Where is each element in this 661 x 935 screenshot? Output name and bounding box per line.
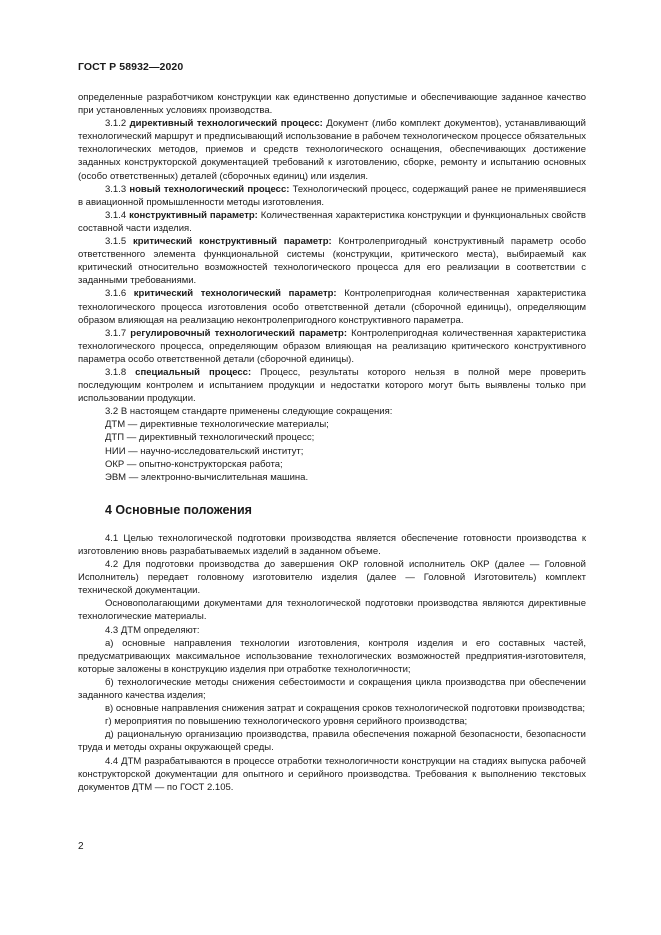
- term: новый технологический процесс:: [129, 183, 290, 195]
- definition-text: Документ (либо комплект документов), устанавливающий технологический маршрут и предписывающий использование в рабочем технологическом процессе обязательных технологических методов, приемов и средств технологического оснащения, обеспечивающих достижение заданных конструкторской документацией требований к изготовлению, сборке, ремонту и испытанию основных (особо ответственных) деталей (сборочных единиц) или изделия.: [78, 118, 586, 182]
- definition-text: Контролепригодная количественная характеристика технологического процесса, определяющим образом влияющая на реализацию критического конструктивного параметра особо ответственной детали (сборочной единицы).: [78, 327, 586, 365]
- section-heading: 4 Основные положения: [105, 502, 252, 517]
- term: регулировочный технологический параметр:: [130, 327, 348, 339]
- definition-3-1-8: [78, 366, 586, 405]
- document-header: ГОСТ Р 58932—2020: [78, 61, 184, 73]
- term: конструктивный параметр:: [129, 209, 258, 221]
- abbreviation-item: ДТП — директивный технологический процесс;: [105, 432, 315, 444]
- clause-number: 3.1.8: [105, 366, 136, 378]
- clause-4-4: 4.4 ДТМ разрабатываются в процессе отработки технологичности конструкции на стадиях выпуска рабочей конструкторской документации для опытного и серийного производства. Требования к выполнению текстовых документов ДТМ — по ГОСТ 2.105.: [78, 755, 586, 793]
- definition-3-1-2: [78, 117, 586, 182]
- definition-3-1-5: [78, 235, 586, 287]
- page-number: 2: [78, 841, 84, 852]
- clause-number: 3.1.5: [105, 236, 133, 248]
- definition-text: Контролепригодный конструктивный параметр особо ответственного элемента функциональной системы (конструкции, критического места), выбираемый как критический относительно возможностей технологического процесса для его реализации в соответствии с заданными требованиями.: [78, 236, 587, 287]
- clause-4-2: 4.2 Для подготовки производства до завершения ОКР головной исполнитель ОКР (далее — Головной Исполнитель) передает головному изготовителю изделия (далее — Головной Изготовитель) комплект технической документации.: [78, 559, 586, 597]
- abbreviation-item: ДТМ — директивные технологические материалы;: [105, 419, 329, 431]
- definition-text: Количественная характеристика конструкции и функциональных свойств составной части изделия.: [78, 209, 586, 234]
- list-item-a: а) основные направления технологии изготовления, контроля изделия и его составных частей, предусматривающих максимальное использование технологических возможностей предприятия-изготовителя, которые заложены в конструкцию изделия при отработке технологичности;: [78, 637, 586, 675]
- list-item-d: д) рациональную организацию производства, правила обеспечения пожарной безопасности, безопасности труда и методы охраны окружающей среды.: [78, 729, 586, 754]
- term: директивный технологический процесс:: [129, 118, 323, 130]
- list-item-b: б) технологические методы снижения себестоимости и сокращения цикла производства при обеспечении заданного качества изделия;: [78, 676, 586, 702]
- document-body: [78, 91, 586, 794]
- clause-number: 3.1.4: [105, 209, 130, 221]
- abbreviation-item: НИИ — научно-исследовательский институт;: [105, 445, 304, 457]
- definition-3-1-3: [78, 183, 586, 209]
- clause-number: 3.1.6: [105, 288, 134, 300]
- term: критический конструктивный параметр:: [132, 236, 332, 248]
- definition-3-1-4: [78, 209, 586, 235]
- clause-number: 3.1.7: [105, 327, 131, 339]
- definition-text: Контролепригодная количественная характеристика технологического процесса изготовления особо ответственной детали (сборочной единицы), определяющим образом влияющая на реализацию неконтролепригодного конструктивного параметра.: [78, 288, 586, 326]
- clause-3-2: 3.2 В настоящем стандарте применены следующие сокращения:: [105, 406, 393, 418]
- clause-4-2-continued: Основополагающими документами для технологической подготовки производства являются директивные технологические материалы.: [78, 598, 586, 623]
- abbreviation-item: ЭВМ — электронно-вычислительная машина.: [105, 471, 309, 483]
- term: специальный процесс:: [135, 366, 252, 378]
- definition-3-1-6: [78, 287, 586, 326]
- list-item-v: в) основные направления снижения затрат и сокращения сроков технологической подготовки производства;: [105, 703, 586, 715]
- definition-text: Процесс, результаты которого нельзя в полной мере проверить последующим контролем и испытанием продукции и недостатки которого могут быть выявлены только при использовании продукции.: [78, 366, 586, 405]
- clause-number: 3.1.2: [105, 118, 130, 130]
- term: критический технологический параметр:: [133, 288, 337, 300]
- clause-4-3: 4.3 ДТМ определяют:: [105, 624, 200, 636]
- paragraph-continued: определенные разработчиком конструкции как единственно допустимые и обеспечивающие заданное качество при установленных условиях производства.: [78, 92, 586, 117]
- definition-text: Технологический процесс, содержащий ранее не применявшиеся в авиационной промышленности методы изготовления.: [78, 183, 586, 208]
- clause-number: 3.1.3: [105, 183, 130, 195]
- abbreviation-item: ОКР — опытно-конструкторская работа;: [105, 458, 283, 470]
- clause-4-1: 4.1 Целью технологической подготовки производства является обеспечение готовности производства к изготовлению вновь разрабатываемых изделий в заданном объеме.: [78, 532, 586, 557]
- definition-3-1-7: [78, 327, 586, 366]
- list-item-g: г) мероприятия по повышению технологического уровня серийного производства;: [105, 716, 468, 728]
